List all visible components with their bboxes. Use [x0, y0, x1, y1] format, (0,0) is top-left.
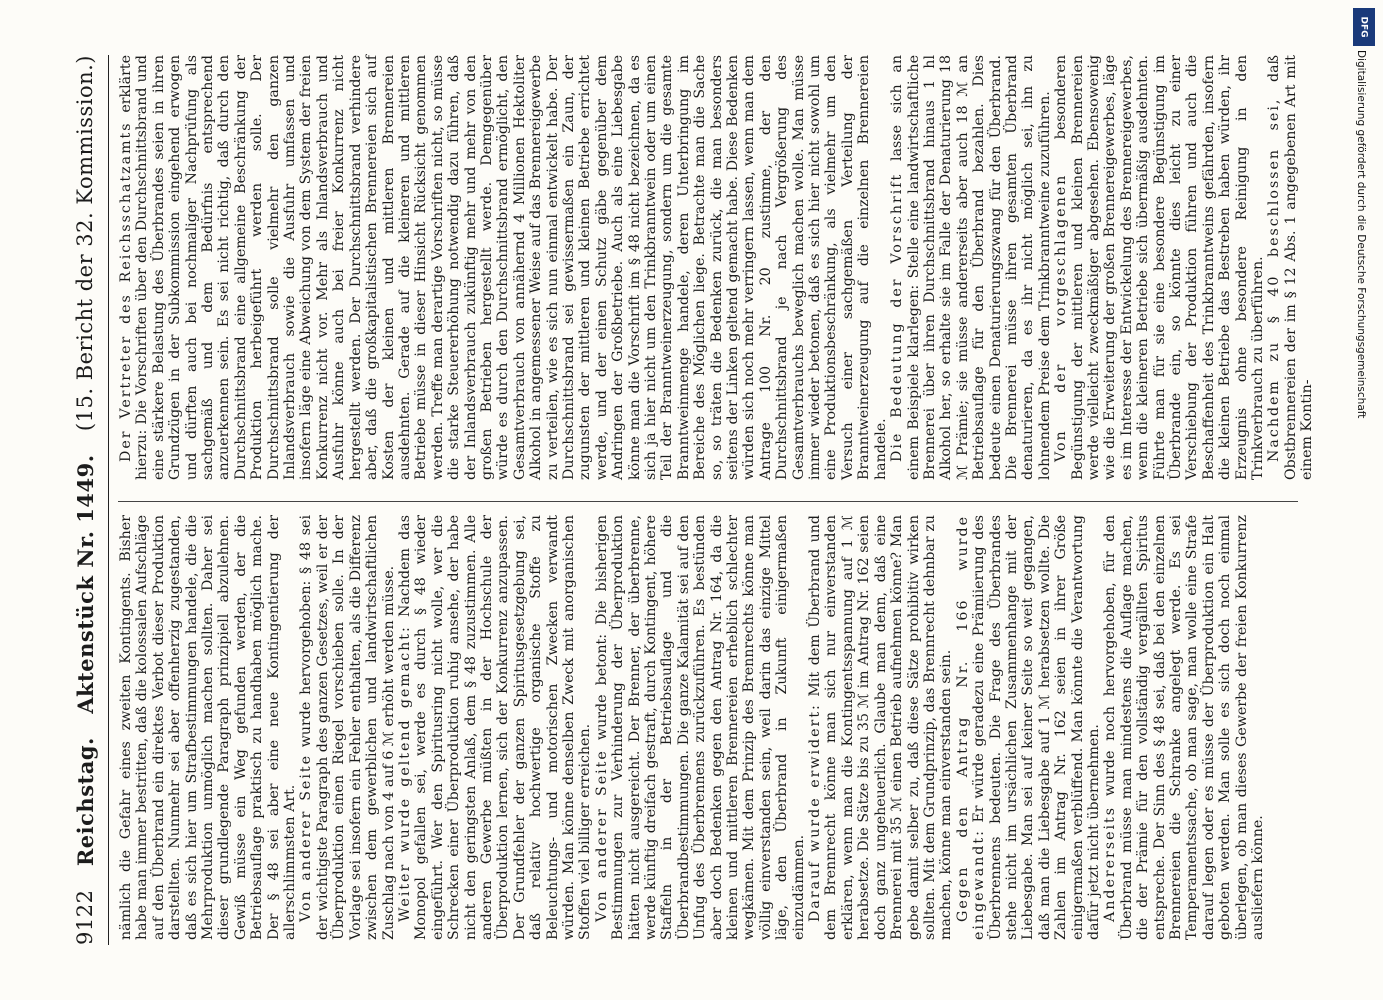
paragraph-lead: Von anderer Seite: [593, 749, 610, 922]
paragraph: [298, 515, 396, 940]
paragraph: [807, 515, 955, 940]
paragraph-lead: Der Vertreter des Reichsschatzamts: [118, 121, 134, 462]
paragraph-lead: Nachdem zu § 40 beschlossen sei,: [1266, 97, 1283, 462]
paragraph: [1102, 515, 1266, 940]
header-left-title: Reichstag.: [72, 737, 98, 867]
digitization-credit: Digitalisierung gefördert durch die Deutsche Forschungsgemeinschaft: [1355, 50, 1367, 419]
header-right-title: (15. Bericht der 32. Kommission.): [73, 55, 97, 432]
paragraph-text: lasse sich an einem Beispiele klarlegen: Stelle eine landwirtschaftliche Brennerei über ihren Durchschnittsbrand hinaus 1 hl Alkohol her, so erhalte sie im Falle der Denaturierung 18 ℳ Prämie; sie müsse andererseits aber auch 18 ℳ an Betriebsauflage für den Überbrand bezahlen. Dies bedeute einen Denaturierungszwang für den Überbrand. Die Brennerei müsse ihren gesamten Überbrand denaturieren, da es ihr nicht möglich sei, ihn zu lohnendem Preise dem Trinkbranntweine zuzuführen.: [889, 54, 1053, 480]
left-column: [118, 515, 1298, 940]
paragraph-lead: Weiter wurde geltend gemacht:: [396, 625, 413, 922]
paragraph-text: wurde hervorgehoben: § 48 sei der wichtigste Paragraph des ganzen Gesetzes, weil er der Überproduktion einen Riegel vorschieben solle. In der Vorlage sei insofern ein Fehler enthalten, als die Differenz zwischen dem gewerblichen und landwirtschaftlichen Zuschlag nach von 4 auf 6 ℳ erhöht werden müsse.: [298, 515, 397, 940]
paragraph-text: Mit dem Überbrand und dem Brennrecht könne man sich nur einverstanden erklären, wenn man die Kontingentsspannung auf 1 ℳ herabsetze. Die Sätze bis zu 35 ℳ im Antrag Nr. 162 seien doch ganz ungeheuerlich. Glaube man denn, daß eine Brennerei mit 35 ℳ einen Betrieb aufnehmen könne? Man gebe damit selber zu, daß diese Sätze prohibitiv wirken sollten. Mit dem Grundprinzip, das Brennrecht dehnbar zu machen, könne man einverstanden sein.: [807, 515, 955, 940]
paragraph: [118, 55, 889, 480]
paragraph-text: erklärte hierzu: Die Vorschriften über den Durchschnittsbrand und eine stärkere Belastung des Überbrandes seien in ihren Grundzügen in der Subkommission eingehend erwogen und dürften auch bei nochmaliger Nachprüfung als sachgemäß und dem Bedürfnis entsprechend anzuerkennen sein. Es sei nicht richtig, daß durch den Durchschnittsbrand eine allgemeine Beschränkung der Produktion herbeigeführt werden solle. Der Durchschnittsbrand solle vielmehr den ganzen Inlandsverbrauch sowie die Ausfuhr umfassen und insofern läge eine Abweichung von dem System der freien Konkurrenz nicht vor. Mehr als Inlandsverbrauch und Ausfuhr könne auch bei freier Konkurrenz nicht hergestellt werden. Der Durchschnittsbrand verhindere aber, daß die großkapitalistischen Brennereien sich auf Kosten der kleinen und mittleren Brennereien ausdehnten. Gerade auf die kleineren und mittleren Betriebe müsse in dieser Hinsicht Rücksicht genommen werden. Treffe man derartige Vorschriften nicht, so müsse die starke Steuererhöhung notwendig dazu führen, daß der Inlandsverbrauch zukünftig mehr und mehr von den großen Betrieben hergestellt werde. Demgegenüber würde es durch den Durchschnittsbrand ermöglicht, den Gesamtverbrauch von annähernd 4 Millionen Hektoliter Alkohol in angemessener Weise auf das Brennereigewerbe zu verteilen, wie es sich nun einmal entwickelt habe. Der Durchschnittsbrand sei gewissermaßen ein Zaun, der zugunsten der mittleren und kleinen Betriebe errichtet werde, und der einen Schutz gäbe gegenüber dem Andringen der Großbetriebe. Auch als eine Liebesgabe könne man die Vorschrift im § 48 nicht bezeichnen, da es sich ja hier nicht um den Trinkbranntwein oder um einen Teil der Branntweinerzeugung, sondern um die gesamte Branntweinmenge handele, deren Unterbringung im Bereiche des Möglichen liege. Betrachte man die Sache so, so träten die Bedenken zurück, die man besonders seitens der Linken geltend gemacht habe. Diese Bedenken würden sich noch mehr verringern lassen, wenn man dem Antrage 100 Nr. 20 zustimme, der den Durchschnittsbrand je nach Vergrößerung des Gesamtverbrauchs beweglich machen wolle. Man müsse immer wieder betonen, daß es sich hier nicht sowohl um eine Produktionsbeschränkung, als vielmehr um den Versuch einer sachgemäßen Verteilung der Branntweinerzeugung auf die einzelnen Brennereien handele.: [118, 54, 889, 480]
paragraph: [955, 515, 1103, 940]
paragraph: [594, 515, 807, 940]
paragraph: [1266, 55, 1315, 480]
paragraph-text: Er würde geradezu eine Prämiierung des Überbrennens bedeuten. Die Frage des Überbrandes stehe nicht im ursächlichen Zusammenhange mit der Liebesgabe. Man sei auf keiner Seite so weit gegangen, daß man die Liebesgabe auf 1 ℳ herabsetzen wollte. Die Zahlen im Antrag Nr. 162 seien in ihrer Größe einigermaßen verblüffend. Man könnte die Verantwortung dafür jetzt nicht übernehmen.: [971, 515, 1102, 940]
paragraph-lead: Andererseits: [1102, 805, 1119, 922]
dfg-logo: DFG: [1353, 8, 1375, 46]
paragraph-text: nämlich die Gefahr eines zweiten Kontingents. Bisher habe man immer bestritten, daß die kolossalen Aufschläge auf den Überbrand ein direktes Verbot dieser Produktion darstellten. Nunmehr sei aber offenherzig zugestanden, daß es sich hier um Strafbestimmungen handele, die die Mehrproduktion unmöglich machen sollten. Daher sei dieser grundlegende Paragraph prinzipiell abzulehnen. Gewiß müsse ein Weg gefunden werden, der die Betriebsauflage praktisch zu handhaben möglich mache. Der § 48 sei aber eine neue Kontingentierung der allerschlimmsten Art.: [118, 515, 299, 940]
paragraph-lead: Von der vorgeschlagenen: [1053, 173, 1070, 462]
page-header: [65, 55, 105, 945]
paragraph-lead: Gegen den Antrag Nr. 166 wurde eingewandt:: [954, 515, 988, 940]
paragraph: [397, 515, 594, 940]
column-divider: [118, 501, 1298, 502]
page-number: 9122: [73, 889, 97, 945]
paragraph: [889, 55, 1053, 480]
paragraph-lead: Darauf wurde erwidert:: [807, 703, 824, 922]
paragraph: [118, 515, 298, 940]
paragraph-text: Nachdem das Monopol gefallen sei, werde es durch § 48 wieder eingeführt. Wer den Spiritusring nicht wolle, wer die Schrecken einer Überproduktion ruhig ansehe, der habe nicht den geringsten Anlaß, dem § 48 zuzustimmen. Alle anderen Gewerbe müßten in der Hochschule der Überproduktion lernen, sich der Konkurrenz anzupassen. Der Grundfehler der ganzen Spiritusgesetzgebung sei, daß relativ hochwertige organische Stoffe zu Beleuchtungs- und motorischen Zwecken verwandt würden. Man könne denselben Zweck mit anorganischen Stoffen viel billiger erreichen.: [396, 515, 594, 940]
header-rule: [108, 55, 109, 945]
right-column: [118, 54, 1316, 480]
paragraph-text: besonderen Begünstigung der mittleren und kleinen Brennereien werde vielleicht zweckmäßiger abgesehen. Ebensowenig wie die Erweiterung der großen Brennereigewerbes, läge es im Interesse der Entwickelung des Brennereigewerbes, wenn die kleineren Betriebe sich übermäßig ausdehnten. Führte man für sie eine besondere Begünstigung im Überbrande ein, so könnte dies leicht zu einer Verschiebung der Produktion führen und auch die Beschaffenheit des Trinkbranntweins gefährden, insofern die kleinen Betriebe das Bestreben haben würden, ihr Erzeugnis ohne besondere Reinigung in den Trinkverbrauch zu überführen.: [1053, 55, 1267, 480]
paragraph-lead: Die Bedeutung der Vorschrift: [889, 172, 906, 462]
paragraph-text: wurde betont: Die bisherigen Bestimmungen zur Verhinderung der Überproduktion hätten nicht ausgereicht. Der Brenner, der überbrenne, werde künftig dreifach gestraft, durch Kontingent, höhere Staffeln in der Betriebsauflage und die Überbrandbestimmungen. Die ganze Kalamität sei auf den Unfug des Überbrennens zurückzuführen. Es bestünden aber doch Bedenken gegen den Antrag Nr. 164, da die kleinen und mittleren Brennereien erheblich schlechter wegkämen. Mit dem Prinzip des Brennrechts könne man völlig einverstanden sein, weil darin das einzige Mittel läge, den Überbrand in Zukunft einigermaßen einzudämmen.: [593, 515, 807, 940]
paragraph-text: daß Obstbrennereien der im § 12 Abs. 1 angegebenen Art mit einem Kontin-: [1266, 54, 1316, 480]
paragraph: [1053, 55, 1266, 480]
header-center-title: Aktenstück Nr. 1449.: [72, 454, 98, 714]
paragraph-lead: Von anderer Seite: [298, 754, 315, 922]
paragraph-text: wurde noch hervorgehoben, für den Überbrand müsse man mindestens die Auflage machen, die der Prämie für den vollständig vergällten Spiritus entspreche. Der Sinn des § 48 sei, daß bei den einzelnen Brennereien die Schranke angelegt werde. Es sei Temperamentssache, ob man sage, man wolle eine Strafe darauf legen oder es müsse der Überproduktion ein Halt geboten werden. Man solle es sich doch noch einmal überlegen, ob man dieses Gewerbe der freien Konkurrenz ausliefern könne.: [1102, 515, 1267, 940]
